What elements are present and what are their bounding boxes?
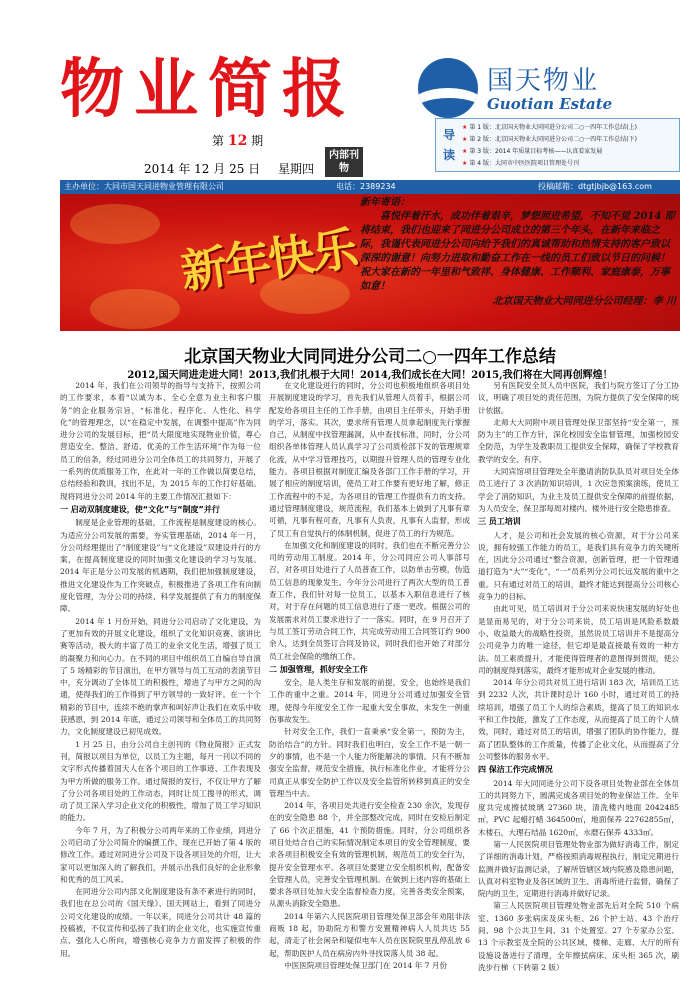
paragraph: 2014 年，我们在公司领导的指导与支持下，按照公司的工作要求，本着“以诚为本、全心全意为业主和客户服务”的企业服务宗旨，“标准化、程序化、人性化、科学化”的管理理念，以“在稳定中发展，在调整中提高”作为同进分公司的发展目标，把“员大限度地实现物业价值，尊心营造安全、整洁、舒适、优美的工作生活环境”作为每一位员工的信条，经过同进分公司全体员工的共同努力，开展了一系列的优质服务工作，在此对一年的工作做以简要总结，总结经验和教训，找出不足，为 2015 年的工作打好基础。现将同进分公司 2014 年的主要工作情况汇报如下： bbox=[60, 381, 261, 501]
email-link[interactable]: 投稿邮箱：dtgtjbjb@163.com bbox=[538, 182, 652, 191]
paragraph: 针对安全工作，我们一直秉承“安全第一，预防为主，防治结合”的方针。同时我们也明白，安全工作不是一朝一夕的事情，也不是一个人能力所能解决的事情。只有不断加强安全监督，规范安全措施，执行标准化作业，才能将分公司真正从事安全防护工作以及安全监管所转移到真正的安全管理当中去。 bbox=[269, 727, 470, 798]
company-logo-icon bbox=[418, 58, 478, 118]
reading-guide-item[interactable]: ★ 第 2 版：北京国天物业大同同进分公司二○一四年工作总结(下) bbox=[462, 136, 637, 143]
issue-number: 第 12 期 bbox=[212, 133, 264, 149]
paragraph: 北师大大同附中项目管理处保卫部坚持“安全第一，预防为主”的工作方针，深化校园安全监督管理，加强校园安全防范，为学生及教职员工提供安全保障，确保了学校教育教学的安全、有序。 bbox=[478, 417, 679, 464]
article-body bbox=[60, 380, 680, 980]
paragraph: 第三人民医院项目管理处物业部先后对全院 510 个病室、1360 多张病床及床头柜、26 个护士站、43 个治疗间、98 个公共卫生间、31 个处置室、27 个专家办公室、13 个示教室及全院的公共区域、楼梯、走廊、大厅的所有设施设备进行了清理，全年擦拭病床、床头柜 365 次，刷洗步行梯（下转第 2 版） bbox=[478, 901, 679, 972]
paragraph: 2014 年分公司共对员工进行培训 183 次，培训员工达到 2232 人次，共计课时总计 160 小时，通过对员工的持续培训，增强了员工个人的综合素质，提高了员工的知识水平和工作技能，激发了工作态度，从而提高了员工的个人绩效，同时，通过对员工的培训，增强了团队的协作能力，提高了团队整体的工作质量，传播了企业文化，从而提高了分公司整体的服务水平。 bbox=[478, 678, 679, 761]
paragraph: 2014 年 1 月份开始，同进分公司启动了文化建设，为了更加有效的开展文化建设，组织了文化知识竞赛、演讲比赛等活动，极大的丰富了员工的业余文化生活，增强了员工的凝聚力和向心力。在不同的项目中组织员工自编自导自演了 5 场精彩的节目演出，在甲方领导与员工互动的表演节目中，充分调动了全体员工的积极性，增进了与甲方之间的沟通，使得我们的工作得到了甲方领导的一致好评。在一个个精彩的节目中，连续不绝的掌声和呵好声让我们在欢乐中收获感恩，到 2014 年底，通过公司领导和全体员工的共同努力，文化制度建设已初见成效。 bbox=[60, 616, 261, 737]
reading-guide-item[interactable]: ★ 第 1 版：北京国天物业大同同进分公司二○一四年工作总结(上) bbox=[462, 124, 637, 131]
section-heading: 四 保洁工作完成情况 bbox=[478, 765, 553, 775]
paragraph: 在同进分公司内部文化制度建设有条不紊进行的同时，我们也在总公司的《国天缘》、国天网站上，看到了同进分公司文化建设的成绩。一年以来，同进分公司共计 48 篇的投稿被，不仅宣传和弘扬了我们的企业文化，也实施宣传重点、强化人心所向，增强核心竞争力方面发挥了积极的作用。 bbox=[60, 887, 261, 958]
section-heading: 二 加强管理，抓好安全工作 bbox=[269, 664, 368, 674]
paragraph: 另有医院安全员人员中医院，我们与院方签订了分工协议，明确了项目处的责任范围，为院方提供了安全保障的统计依据。 bbox=[478, 381, 679, 415]
reading-guide-label: 导读 bbox=[442, 128, 455, 162]
article-column-1 bbox=[60, 380, 261, 980]
paragraph: 制度是企业管理的基础，工作流程是制度建设的核心。为适应分公司发展的需要，夯实管理基础，2014 年一月，分公司经理提出了“制度建设”与“文化建设”双建设并行的方案，在提高制度建设的同时加强文化建设的学习与发展。2014 年正是分公司发展的机遇期，我们把加强制度建设，推进文化建设作为工作突破点，积极推进了各项工作有向制度化管理，为分公司的持续、科学发展提供了有力的制度保障。 bbox=[60, 518, 261, 614]
article-column-2 bbox=[269, 380, 470, 980]
new-year-banner bbox=[60, 194, 680, 331]
star-icon: ★ bbox=[462, 136, 468, 143]
new-year-greeting: 新年寄语： 喜悦伴着汗水，成功伴着艰辛，梦想照进希望，不知不觉 2014 即将结束，我们也迎来了同进分公司成立的第三个年头，在新年来临之际，我谨代表同进分公司向给予我们的真诚帮助和热情支持的客户致以深深的谢意！向努力进取和勤奋工作在一线的员工们致以节日的问候！祝大家在新的一年里和气致祥、身体健康、工作顺利、家庭康泰，万事如意！ 北京国天物业大同同进分公司经理：李 川 bbox=[360, 197, 676, 307]
paragraph: 2014 年，各项目处共进行安全检查 230 余次，发现存在的安全隐患 88 个，并全部整改完成，同时在安检后制定了 66 个次正措施，41 个预防措施。同时，分公司组织各项目处结合自己的实际情况制定本项目的安全管理制度，要求各项目积极安全有效的管理机制，规范员工的安全行为，提升安全管理水平。各项目处要建立安全组织机构，配备安全管理人员，完善安全管理机制。在做到上述内容的基础上要求各项目处加大安全监督检查力度，完善各类安全预案，从源头消除安全隐患。 bbox=[269, 801, 470, 909]
section-heading: 一 启动双制度建设，使“文化”与“制度”并行 bbox=[60, 504, 220, 514]
paragraph: 在加强文化和制度建设的同时，我们也在不断完善分公司的劳动用工制度。2014 年，分公司同应公司人事部号召，对各项目处进行了人员普查工作，以防单击劳模，伪造员工信息的现象发生。今年分公司进行了两次大型的员工普查工作，我们针对每一位员工，以基本入职信息进行了核对，对于存在问题的员工信息进行了逐一更改。根据公司的发展需求对员工要求进行了一一落实。同时，在 9 月召开了与员工签订劳动合同工作，共完成劳动用工合同签订约 900 余人，达到全员签订合同及协议，同时我们也开始了对部分员工社会保险的缴纳工作。 bbox=[269, 540, 470, 661]
brand-name-en: Guotian Estate bbox=[487, 95, 613, 113]
paragraph: 在文化建设进行的同时，分公司也积极地组织各项目处开展制度建设的学习，首先我们从管理人员着手，根据公司配发给各项目主任的工作手册，由项目主任带头，开始手册的学习，落实。其次，要求所有管理人员拿起制度先行掌握自己，从制度中找管理漏洞，从中查找标准，同时，分公司组织各单体管理人员认真学习了公司质检部下发的管理规章化流，从中学习管理技巧，以期提升管理人员的管理专业化能力。各项目根据对制度汇编及各部门工作手册的学习，开展了相应的制度培训，使员工对工作要有更好地了解，修正工作流程中的不足，为各项目的管理工作提供有力的支持。通过管理制度建设，规范流程，我们基本上做到了凡事有章可循，凡事有程可查，凡事有人负责，凡事有人监督，形成了员工有自觉执行的体制机制，促进了员工的行为规范。 bbox=[269, 381, 470, 538]
reading-guide-list bbox=[462, 122, 675, 170]
star-icon: ★ bbox=[462, 160, 468, 167]
newsletter-title: 物业简报 bbox=[60, 53, 356, 127]
sponsor-info: 主办单位：大同市国天同进物业管理有限公司 bbox=[64, 182, 224, 191]
star-icon: ★ bbox=[462, 148, 468, 155]
reading-guide-item[interactable]: ★ 第 3 版：2014 年质量目标考核——认真看家发展 bbox=[462, 148, 603, 155]
article-column-3 bbox=[478, 380, 679, 980]
issue-date: 2014 年 12 月 25 日 星期四 bbox=[144, 162, 314, 176]
reading-guide bbox=[435, 118, 680, 172]
paragraph: 第一人民医院项目管理处物业部为做好消毒工作，制定了详细的消毒计划，严格按照消毒规程执行，制定完期进行监测并做好监测记录，了解所管辖区域内院感及隐患问题，认真对科室物业及各区域的卫生、消毒所进行监督，确保了院内的卫生，定期进行消毒并做好记录。 bbox=[478, 839, 679, 899]
paragraph: 1 月 25 日，由分公司自主创刊的《物业简报》正式发刊，简报以项目为单位，以员工为主题，每月一刊以不同的文字形式传播着国天人在各个项目的工作事迹、工作表现及为甲方所做的服务工作。通过简报的发行，不仅让甲方了解了分公司各项目处的工作动态，同时让员工搜寻的形式，调动了员工深入学习企业文化的积极性，增加了员工学习知识的能力。 bbox=[60, 739, 261, 823]
star-icon: ★ bbox=[462, 124, 468, 131]
reading-guide-item[interactable]: ★ 第 4 版：大同市中医医院项目管理处号刊 bbox=[462, 160, 580, 167]
new-year-art-text: 新年快乐 bbox=[177, 220, 360, 299]
paragraph: 今年 7 月，为了积极分公司两年来的工作业绩，同进分公司启动了分公司简介的编撰工作，现在已开始了第 4 版的修改工作。通过对同进分公司及下设各项目处的介绍，让大家可以更加深入的了解我们，并展示出我们良好的企业形象和优秀的员工风采。 bbox=[60, 825, 261, 884]
paragraph: 大同宾馆项目管理处全年邀请消防队队员对项目处全体员工进行了 3 次消防知识培训，1 次应急预案演练，使员工学会了消防知识，为业主及员工提供安全保障的前提依据，为人员安全、保卫部每周对楼内、楼外进行安全隐患排查。 bbox=[478, 467, 679, 513]
brand-name-cn: 国天物业 bbox=[487, 66, 600, 96]
masthead bbox=[0, 0, 700, 180]
paragraph: 安全，是人类生存和发展的前提，安全，也始终是我们工作的重中之重。2014 年，同进分公司通过加强安全管理，使得今年度安全工作一起重大安全事故，未发生一例重伤事故发生。 bbox=[269, 678, 470, 725]
paragraph: 2014 年大同同进分公司下设各项目处物业部在全体员工的共同努力下，圆满完成各项目处的物业保洁工作。全年度共完成擦拭玻璃 27360 块，清洗楼内地面 2042485㎡，PVC 起蜡打蜡 364500㎡，地面保养 22762855㎡，木楼石，大理石结晶 1620㎡，水磨石保养 4333㎡。 bbox=[478, 778, 679, 837]
article-subhead: 2012,国天同进走进大同！2013,我们扎根于大同！2014,我们成长在大同！2015,我们将在大同再创辉煌！ bbox=[127, 370, 613, 381]
paragraph: 人才，是公司和社会发展的核心资源，对于分公司来说，拥有较强工作能力的员工，是我们具有竞争力的关键所在，因此分公司通过“整合资源，创新管理，把一个管理通道打造为“大”“变化”，“一”员系列分公司长远发展的重中之重。只有通过对员工的培训，最终才能达到提高分公司核心竞争力的目标。 bbox=[478, 530, 679, 602]
info-bar bbox=[60, 180, 680, 194]
internal-publication-badge: 内部刊物 bbox=[325, 147, 363, 177]
paragraph: 中医医院项目管理处保卫部门在 2014 年 7 月份 bbox=[284, 960, 448, 970]
section-heading: 三 员工培训 bbox=[478, 517, 521, 527]
paragraph: 由此可见，员工培训对于分公司来说快速发展的好处也是显而易见的，对于分公司来说，员工培训是风险系数最小、收益最大的战略性投资，虽然说员工培训并不是提高分公司竞争力的唯一途径，但它却是最直接最有效的一种方法。员工素质提升，才能使得管理者的意图得到贯彻，使公司的制度得到落实，最终才能形成对企业发展的推动。 bbox=[478, 604, 679, 675]
paragraph: 2014 年第六人民医院项目管理处保卫部会年劝阻非法商贩 18 起，协助院方和警方安置精神病人人员共达 55 起，清走了社会闲杂和疑似电车人员在医院院里乱停乱放 6 起，帮助医护人员在病房内外寻找误落人员 38 起。 bbox=[269, 911, 470, 958]
article-headline: 北京国天物业大同同进分公司二○一四年工作总结 bbox=[184, 347, 556, 367]
phone-info: 电话：2389234 bbox=[336, 182, 396, 191]
